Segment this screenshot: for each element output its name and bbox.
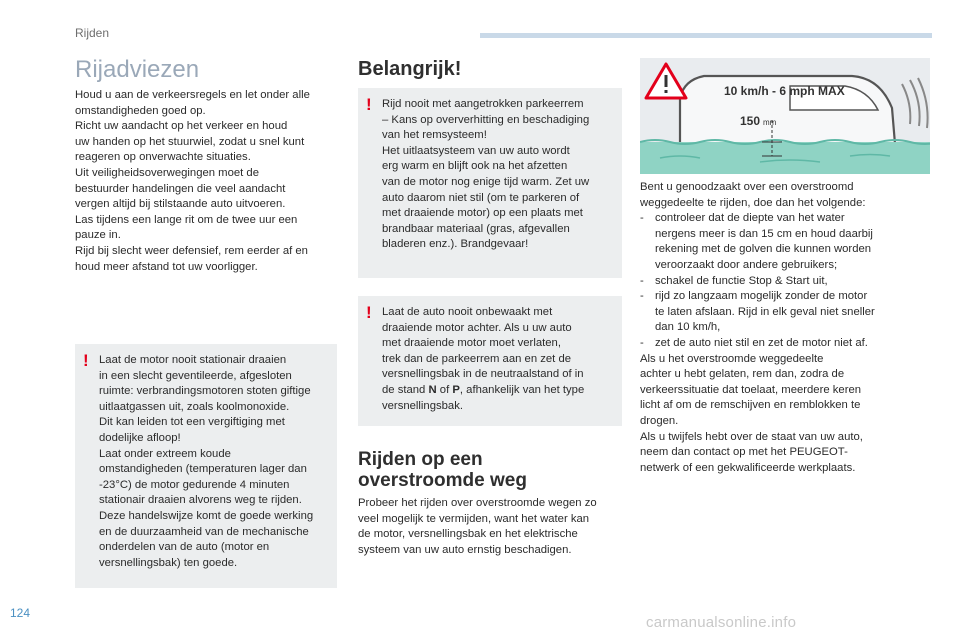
warning-line: -23°C) de motor gedurende 4 minuten	[99, 478, 290, 491]
warning-line: bladeren enz.). Brandgevaar!	[382, 238, 529, 251]
bullet-text	[655, 274, 920, 290]
text-line: netwerk of een gekwalificeerde werkplaats.	[640, 461, 856, 474]
bullet-item	[640, 274, 920, 290]
warning-line: – Kans op oververhitting en beschadiging	[382, 113, 590, 126]
flooded-road-illustration	[640, 58, 930, 174]
bullet-line: veroorzaakt door andere gebruikers;	[655, 258, 838, 271]
bullet-dash: -	[640, 274, 644, 287]
flooded-road-text	[358, 496, 622, 558]
bullet-line: rekening met de golven die kunnen worden	[655, 243, 872, 256]
warning-line: stationair draaien alvorens weg te rijden.	[99, 494, 302, 507]
page-title: Rijadviezen	[75, 56, 200, 83]
warning-line: dodelijke afloop!	[99, 431, 181, 444]
warning-line: Dit kan leiden tot een vergiftiging met	[99, 416, 285, 429]
warning-line: versnellingsbak) ten goede.	[99, 556, 238, 569]
section-label: Rijden	[75, 26, 110, 40]
text-line: vergen altijd bij stilstaande auto uitvoeren.	[75, 198, 286, 211]
warning-line: Deze handelswijze komt de goede werking	[99, 509, 314, 522]
bullet-line: rijd zo langzaam mogelijk zonder de motor	[655, 290, 868, 303]
text-line: reageren op onverwachte situaties.	[75, 151, 251, 164]
text-line: veel mogelijk te vermijden, want het water kan	[358, 512, 590, 525]
text-line: drogen.	[640, 414, 679, 427]
warning-line: auto daarom niet stil (om te parkeren of	[382, 191, 580, 204]
warning-line: van het remsysteem!	[382, 129, 487, 142]
bullet-dash: -	[640, 290, 644, 303]
watermark: carmanualsonline.info	[646, 614, 797, 631]
heading-line-2: overstroomde weg	[358, 470, 527, 491]
warning-line: van de motor nog enige tijd warm. Zet uw	[382, 175, 590, 188]
bullet-line: zet de auto niet stil en zet de motor niet af.	[655, 336, 868, 349]
warning-line: Rijd nooit met aangetrokken parkeerrem	[382, 98, 584, 110]
exclamation-icon: !	[366, 95, 372, 114]
text-line: Houd u aan de verkeersregels en let onder alle	[75, 89, 310, 101]
warning-line: in een slecht geventileerde, afgesloten	[99, 369, 292, 382]
warning-line: en de duurzaamheid van de mechanische	[99, 525, 309, 538]
warning-line: uitlaatgassen uit, zoals koolmonoxide.	[99, 400, 290, 413]
depth-value: 150	[740, 114, 761, 128]
page-number: 124	[10, 606, 31, 620]
text-line: weggedeelte te rijden, doe dan het volgende:	[640, 196, 866, 209]
text-line: achter u hebt gelaten, rem dan, zodra de	[640, 368, 845, 381]
warning-line: brandbaar materiaal (gras, afgevallen	[382, 222, 570, 235]
text-line: Las tijdens een lange rit om de twee uur een	[75, 213, 298, 226]
text-line: uw handen op het stuurwiel, zodat u snel kunt	[75, 135, 305, 148]
car-water-illustration	[640, 58, 930, 174]
exclamation-icon: !	[366, 303, 372, 322]
warning-line: trek dan de parkeerrem aan en zet de	[382, 352, 572, 365]
bullet-item	[640, 336, 920, 352]
bullet-dash: -	[640, 212, 644, 225]
gear-stand-line: de stand N of P, afhankelijk van het type	[382, 383, 585, 396]
text-line: de motor, versnellingsbak en het elektrische	[358, 528, 578, 541]
text-line: pauze in.	[75, 229, 121, 242]
bullet-line: nergens meer is dan 15 cm en houd daarbij	[655, 227, 873, 240]
bullet-dash: -	[640, 336, 644, 349]
text-line: omstandigheden goed op.	[75, 104, 206, 117]
warning-line: versnellingsbak in de neutraalstand of in	[382, 368, 584, 381]
depth-unit: mm	[763, 118, 777, 127]
warning-line: Laat de motor nooit stationair draaien	[99, 354, 287, 366]
warning-line: onderdelen van de auto (motor en	[99, 541, 270, 554]
text-line: Rijd bij slecht weer defensief, rem eerder af en	[75, 244, 308, 257]
heading-belangrijk: Belangrijk!	[358, 58, 462, 80]
bullet-text	[655, 289, 920, 336]
speed-label: 10 km/h - 6 mph MAX	[724, 84, 845, 98]
instructions-text	[640, 180, 920, 476]
warning-line: met draaiende motor moet verlaten,	[382, 337, 561, 350]
text-line: Als u het overstroomde weggedeelte	[640, 352, 824, 365]
warning-box-unattended	[358, 296, 622, 426]
text-line: Als u twijfels hebt over de staat van uw auto,	[640, 430, 863, 443]
warning-line: Laat de auto nooit onbewaakt met	[382, 306, 553, 318]
bullet-text	[655, 211, 920, 273]
bullet-line: dan 10 km/h,	[655, 321, 721, 334]
text-line: Richt uw aandacht op het verkeer en houd	[75, 120, 288, 133]
warning-line: Het uitlaatsysteem van uw auto wordt	[382, 144, 570, 157]
text-line: bestuurder handelingen die veel aandacht	[75, 182, 286, 195]
warning-box-parking-brake	[358, 88, 622, 278]
text-line: neem dan contact op met het PEUGEOT-	[640, 446, 848, 459]
warning-line: erg warm en blijft ook na het afzetten	[382, 160, 568, 173]
bullet-line: schakel de functie Stop & Start uit,	[655, 274, 828, 287]
warning-line: draaiende motor achter. Als u uw auto	[382, 321, 572, 334]
text-line: systeem van uw auto ernstig beschadigen.	[358, 543, 572, 556]
bullet-text	[655, 336, 920, 352]
water-area	[640, 142, 930, 174]
intro-text	[75, 88, 337, 275]
warning-box-exhaust	[75, 344, 337, 588]
bullet-item	[640, 211, 920, 273]
text-line: Bent u genoodzaakt over een overstroomd	[640, 181, 854, 193]
exclamation-icon: !	[83, 351, 89, 370]
text-line: licht af om de remschijven en remblokken te	[640, 399, 861, 412]
warning-line: met draaiende motor) op een plaats met	[382, 207, 583, 220]
text-line: verkeerssituatie dat toelaat, meerdere keren	[640, 383, 862, 396]
text-line: houd meer afstand tot uw voorligger.	[75, 260, 258, 273]
warning-line: Laat onder extreem koude	[99, 447, 231, 460]
heading-line-1: Rijden op een	[358, 449, 483, 470]
text-line: Uit veiligheidsoverwegingen moet de	[75, 166, 259, 179]
text-line: Probeer het rijden over overstroomde wegen zo	[358, 497, 597, 509]
warning-line: omstandigheden (temperaturen lager dan	[99, 463, 307, 476]
gear-stand-last-line: versnellingsbak.	[382, 399, 464, 412]
heading-flooded-road	[358, 449, 527, 491]
bullet-line: controleer dat de diepte van het water	[655, 212, 845, 225]
bullet-item	[640, 289, 920, 336]
header-bar	[480, 33, 932, 38]
bullet-line: te laten afslaan. Rijd in elk geval niet sneller	[655, 305, 875, 318]
warning-line: ruimte: verbrandingsmotoren stoten giftige	[99, 385, 311, 398]
